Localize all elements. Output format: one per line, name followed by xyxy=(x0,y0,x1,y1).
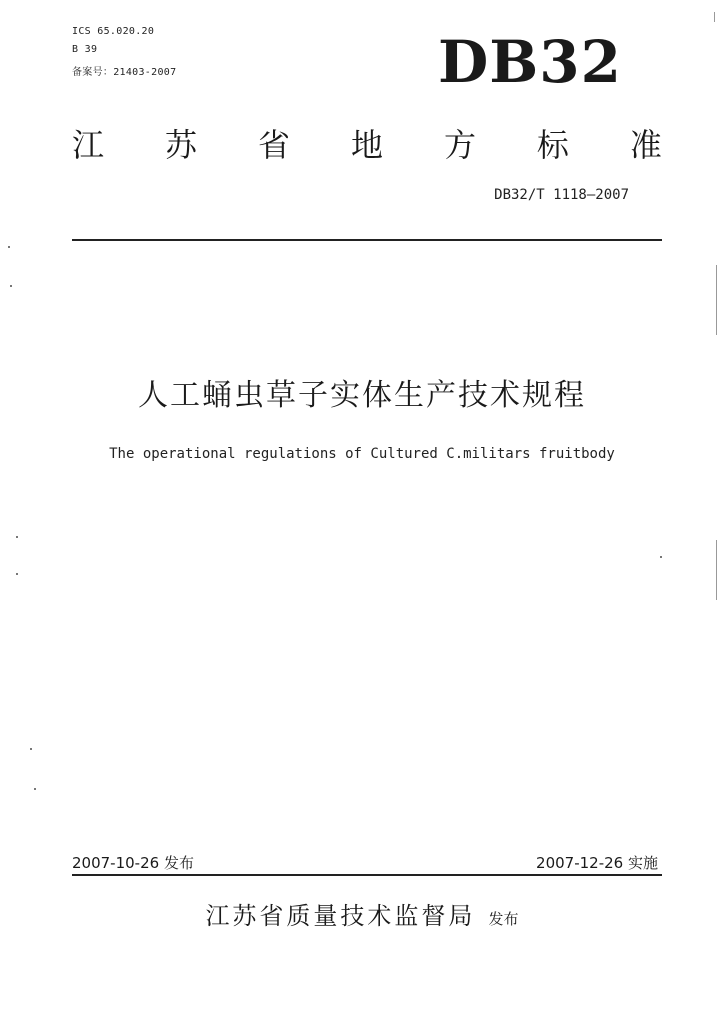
scan-speck xyxy=(30,748,32,750)
footer-divider xyxy=(72,874,662,876)
standard-type-char: 苏 xyxy=(164,126,197,164)
scan-speck xyxy=(34,788,36,790)
publish-label: 发布 xyxy=(488,910,519,928)
publisher-name: 江苏省质量技术监督局 xyxy=(205,902,476,930)
standard-type-heading xyxy=(72,120,662,166)
scan-edge-line xyxy=(716,540,717,600)
standard-type-char: 省 xyxy=(257,126,290,164)
publisher-line xyxy=(0,896,724,931)
scan-speck xyxy=(16,573,18,575)
standard-type-char: 地 xyxy=(350,126,383,164)
header-divider xyxy=(72,239,662,241)
standard-number: DB32/T 1118—2007 xyxy=(494,187,629,203)
scan-speck xyxy=(8,246,10,248)
standard-type-char: 准 xyxy=(629,126,662,164)
ics-code: ICS 65.020.20 xyxy=(72,26,155,37)
issue-date: 2007-10-26 发布 xyxy=(72,854,194,872)
title-chinese: 人工蛹虫草子实体生产技术规程 xyxy=(138,378,586,413)
standard-code-logo: DB32 xyxy=(437,28,622,96)
ccs-code: B 39 xyxy=(72,44,98,55)
title-english: The operational regulations of Cultured C.militars fruitbody xyxy=(109,446,615,462)
standard-type-char: 方 xyxy=(443,126,476,164)
scan-speck xyxy=(660,556,662,558)
scan-edge-line xyxy=(714,12,715,22)
scan-speck xyxy=(10,285,12,287)
scan-edge-line xyxy=(716,265,717,335)
standard-type-char: 江 xyxy=(72,126,105,164)
scan-speck xyxy=(16,536,18,538)
standard-type-char: 标 xyxy=(536,126,569,164)
implementation-date: 2007-12-26 实施 xyxy=(536,854,658,872)
filing-number: 备案号：21403-2007 xyxy=(72,67,177,78)
